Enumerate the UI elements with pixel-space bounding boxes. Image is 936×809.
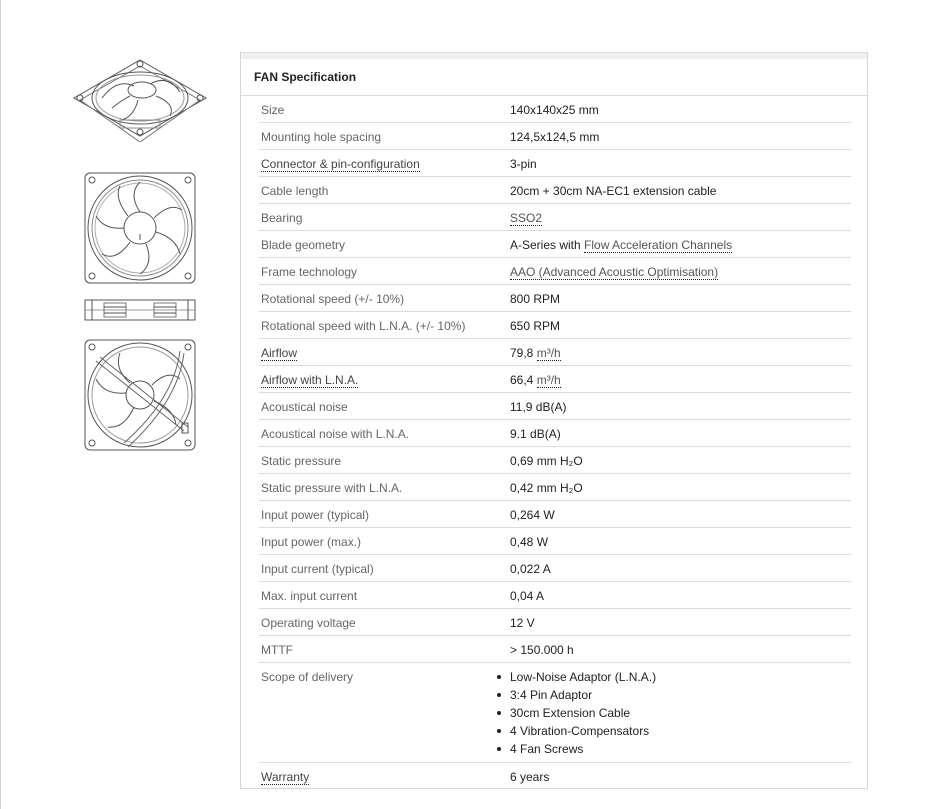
delivery-item-text: 4 Fan Screws bbox=[510, 742, 584, 756]
spec-row-static-pressure-lna bbox=[259, 474, 851, 501]
spec-row-mttf bbox=[259, 636, 851, 663]
spec-row-scope-of-delivery bbox=[259, 663, 851, 763]
spec-row-frame-technology bbox=[259, 258, 851, 285]
spec-value: > 150.000 h bbox=[510, 643, 574, 657]
spec-value-link[interactable]: Flow Acceleration Channels bbox=[584, 238, 733, 252]
spec-value: 140x140x25 mm bbox=[510, 103, 599, 117]
bullet-icon bbox=[497, 747, 501, 751]
spec-label: Mounting hole spacing bbox=[261, 130, 382, 144]
spec-label-link[interactable]: Airflow bbox=[261, 346, 298, 360]
spec-value: 0,264 W bbox=[510, 508, 555, 522]
spec-row-rotational-speed-lna bbox=[259, 312, 851, 339]
spec-value: 12 V bbox=[510, 616, 535, 630]
fan-side-image[interactable] bbox=[84, 299, 196, 321]
panel-top-strip bbox=[241, 52, 867, 59]
spec-label-link[interactable]: Warranty bbox=[261, 770, 310, 784]
spec-value: A-Series with bbox=[510, 238, 585, 252]
page-left-border bbox=[0, 0, 1, 809]
spec-row-input-current-typical bbox=[259, 555, 851, 582]
spec-label: Rotational speed with L.N.A. (+/- 10%) bbox=[261, 319, 466, 333]
spec-label: Bearing bbox=[261, 211, 303, 225]
spec-label: Static pressure with L.N.A. bbox=[261, 481, 403, 495]
spec-value: 79,8 bbox=[510, 346, 537, 360]
panel-title: FAN Specification bbox=[254, 70, 357, 84]
spec-label: Scope of delivery bbox=[261, 670, 354, 684]
spec-row-bearing bbox=[259, 204, 851, 231]
spec-row-airflow-lna bbox=[259, 366, 851, 393]
spec-value: 650 RPM bbox=[510, 319, 561, 333]
spec-row-mounting-hole-spacing bbox=[259, 123, 851, 150]
spec-label: Static pressure bbox=[261, 454, 342, 468]
spec-label: Frame technology bbox=[261, 265, 358, 279]
spec-value: 66,4 bbox=[510, 373, 537, 387]
spec-label: Acoustical noise bbox=[261, 400, 348, 414]
spec-row-blade-geometry bbox=[259, 231, 851, 258]
spec-row-cable-length bbox=[259, 177, 851, 204]
spec-label: MTTF bbox=[261, 643, 293, 657]
spec-label: Acoustical noise with L.N.A. bbox=[261, 427, 410, 441]
fan-specification-panel bbox=[240, 52, 868, 789]
spec-row-connector bbox=[259, 150, 851, 177]
delivery-item-text: Low-Noise Adaptor (L.N.A.) bbox=[510, 670, 657, 684]
delivery-item bbox=[484, 706, 656, 724]
spec-row-airflow bbox=[259, 339, 851, 366]
spec-row-acoustical-noise-lna bbox=[259, 420, 851, 447]
spec-value: 0,69 mm H₂O bbox=[510, 454, 583, 468]
bullet-icon bbox=[497, 693, 501, 697]
delivery-item-text: 3:4 Pin Adaptor bbox=[510, 688, 593, 702]
spec-value: 3-pin bbox=[510, 157, 537, 171]
spec-value-link[interactable]: SSO2 bbox=[510, 211, 543, 225]
delivery-item bbox=[484, 724, 656, 742]
unit-link[interactable]: m³/h bbox=[536, 346, 561, 360]
spec-label: Cable length bbox=[261, 184, 329, 198]
fan-back-image[interactable] bbox=[84, 339, 196, 451]
spec-value: 800 RPM bbox=[510, 292, 561, 306]
spec-value: 0,04 A bbox=[510, 589, 545, 603]
spec-value-link[interactable]: AAO (Advanced Acoustic Optimisation) bbox=[510, 265, 719, 279]
delivery-item-text: 4 Vibration-Compensators bbox=[510, 724, 650, 738]
bullet-icon bbox=[497, 711, 501, 715]
spec-label: Max. input current bbox=[261, 589, 358, 603]
spec-row-rotational-speed bbox=[259, 285, 851, 312]
bullet-icon bbox=[497, 675, 501, 679]
spec-label-link[interactable]: Airflow with L.N.A. bbox=[261, 373, 359, 387]
spec-label: Rotational speed (+/- 10%) bbox=[261, 292, 405, 306]
spec-label: Input power (typical) bbox=[261, 508, 370, 522]
scope-of-delivery-list bbox=[510, 670, 656, 760]
spec-value: 124,5x124,5 mm bbox=[510, 130, 600, 144]
spec-value: 0,42 mm H₂O bbox=[510, 481, 583, 495]
spec-row-size bbox=[259, 96, 851, 123]
fan-front-image[interactable] bbox=[84, 172, 196, 284]
spec-value: 11,9 dB(A) bbox=[510, 400, 567, 414]
spec-row-max-input-current bbox=[259, 582, 851, 609]
fan-isometric-image[interactable] bbox=[72, 58, 208, 142]
spec-label: Operating voltage bbox=[261, 616, 356, 630]
spec-value: 0,48 W bbox=[510, 535, 549, 549]
delivery-item bbox=[484, 670, 656, 688]
spec-value: 20cm + 30cm NA-EC1 extension cable bbox=[510, 184, 717, 198]
spec-value: 6 years bbox=[510, 770, 550, 784]
spec-label: Input current (typical) bbox=[261, 562, 374, 576]
delivery-item-text: 30cm Extension Cable bbox=[510, 706, 631, 720]
spec-row-acoustical-noise bbox=[259, 393, 851, 420]
spec-row-static-pressure bbox=[259, 447, 851, 474]
delivery-item bbox=[484, 742, 656, 760]
spec-table bbox=[259, 96, 851, 789]
bullet-icon bbox=[497, 729, 501, 733]
unit-link[interactable]: m³/h bbox=[536, 373, 561, 387]
spec-value: 0,022 A bbox=[510, 562, 551, 576]
spec-value: 9.1 dB(A) bbox=[510, 427, 561, 441]
spec-row-operating-voltage bbox=[259, 609, 851, 636]
spec-label: Size bbox=[261, 103, 285, 117]
spec-row-input-power-max bbox=[259, 528, 851, 555]
spec-label: Blade geometry bbox=[261, 238, 346, 252]
spec-label: Input power (max.) bbox=[261, 535, 362, 549]
spec-label-link[interactable]: Connector & pin-configuration bbox=[261, 157, 420, 171]
spec-row-input-power-typical bbox=[259, 501, 851, 528]
delivery-item bbox=[484, 688, 656, 706]
spec-row-warranty bbox=[259, 763, 851, 789]
